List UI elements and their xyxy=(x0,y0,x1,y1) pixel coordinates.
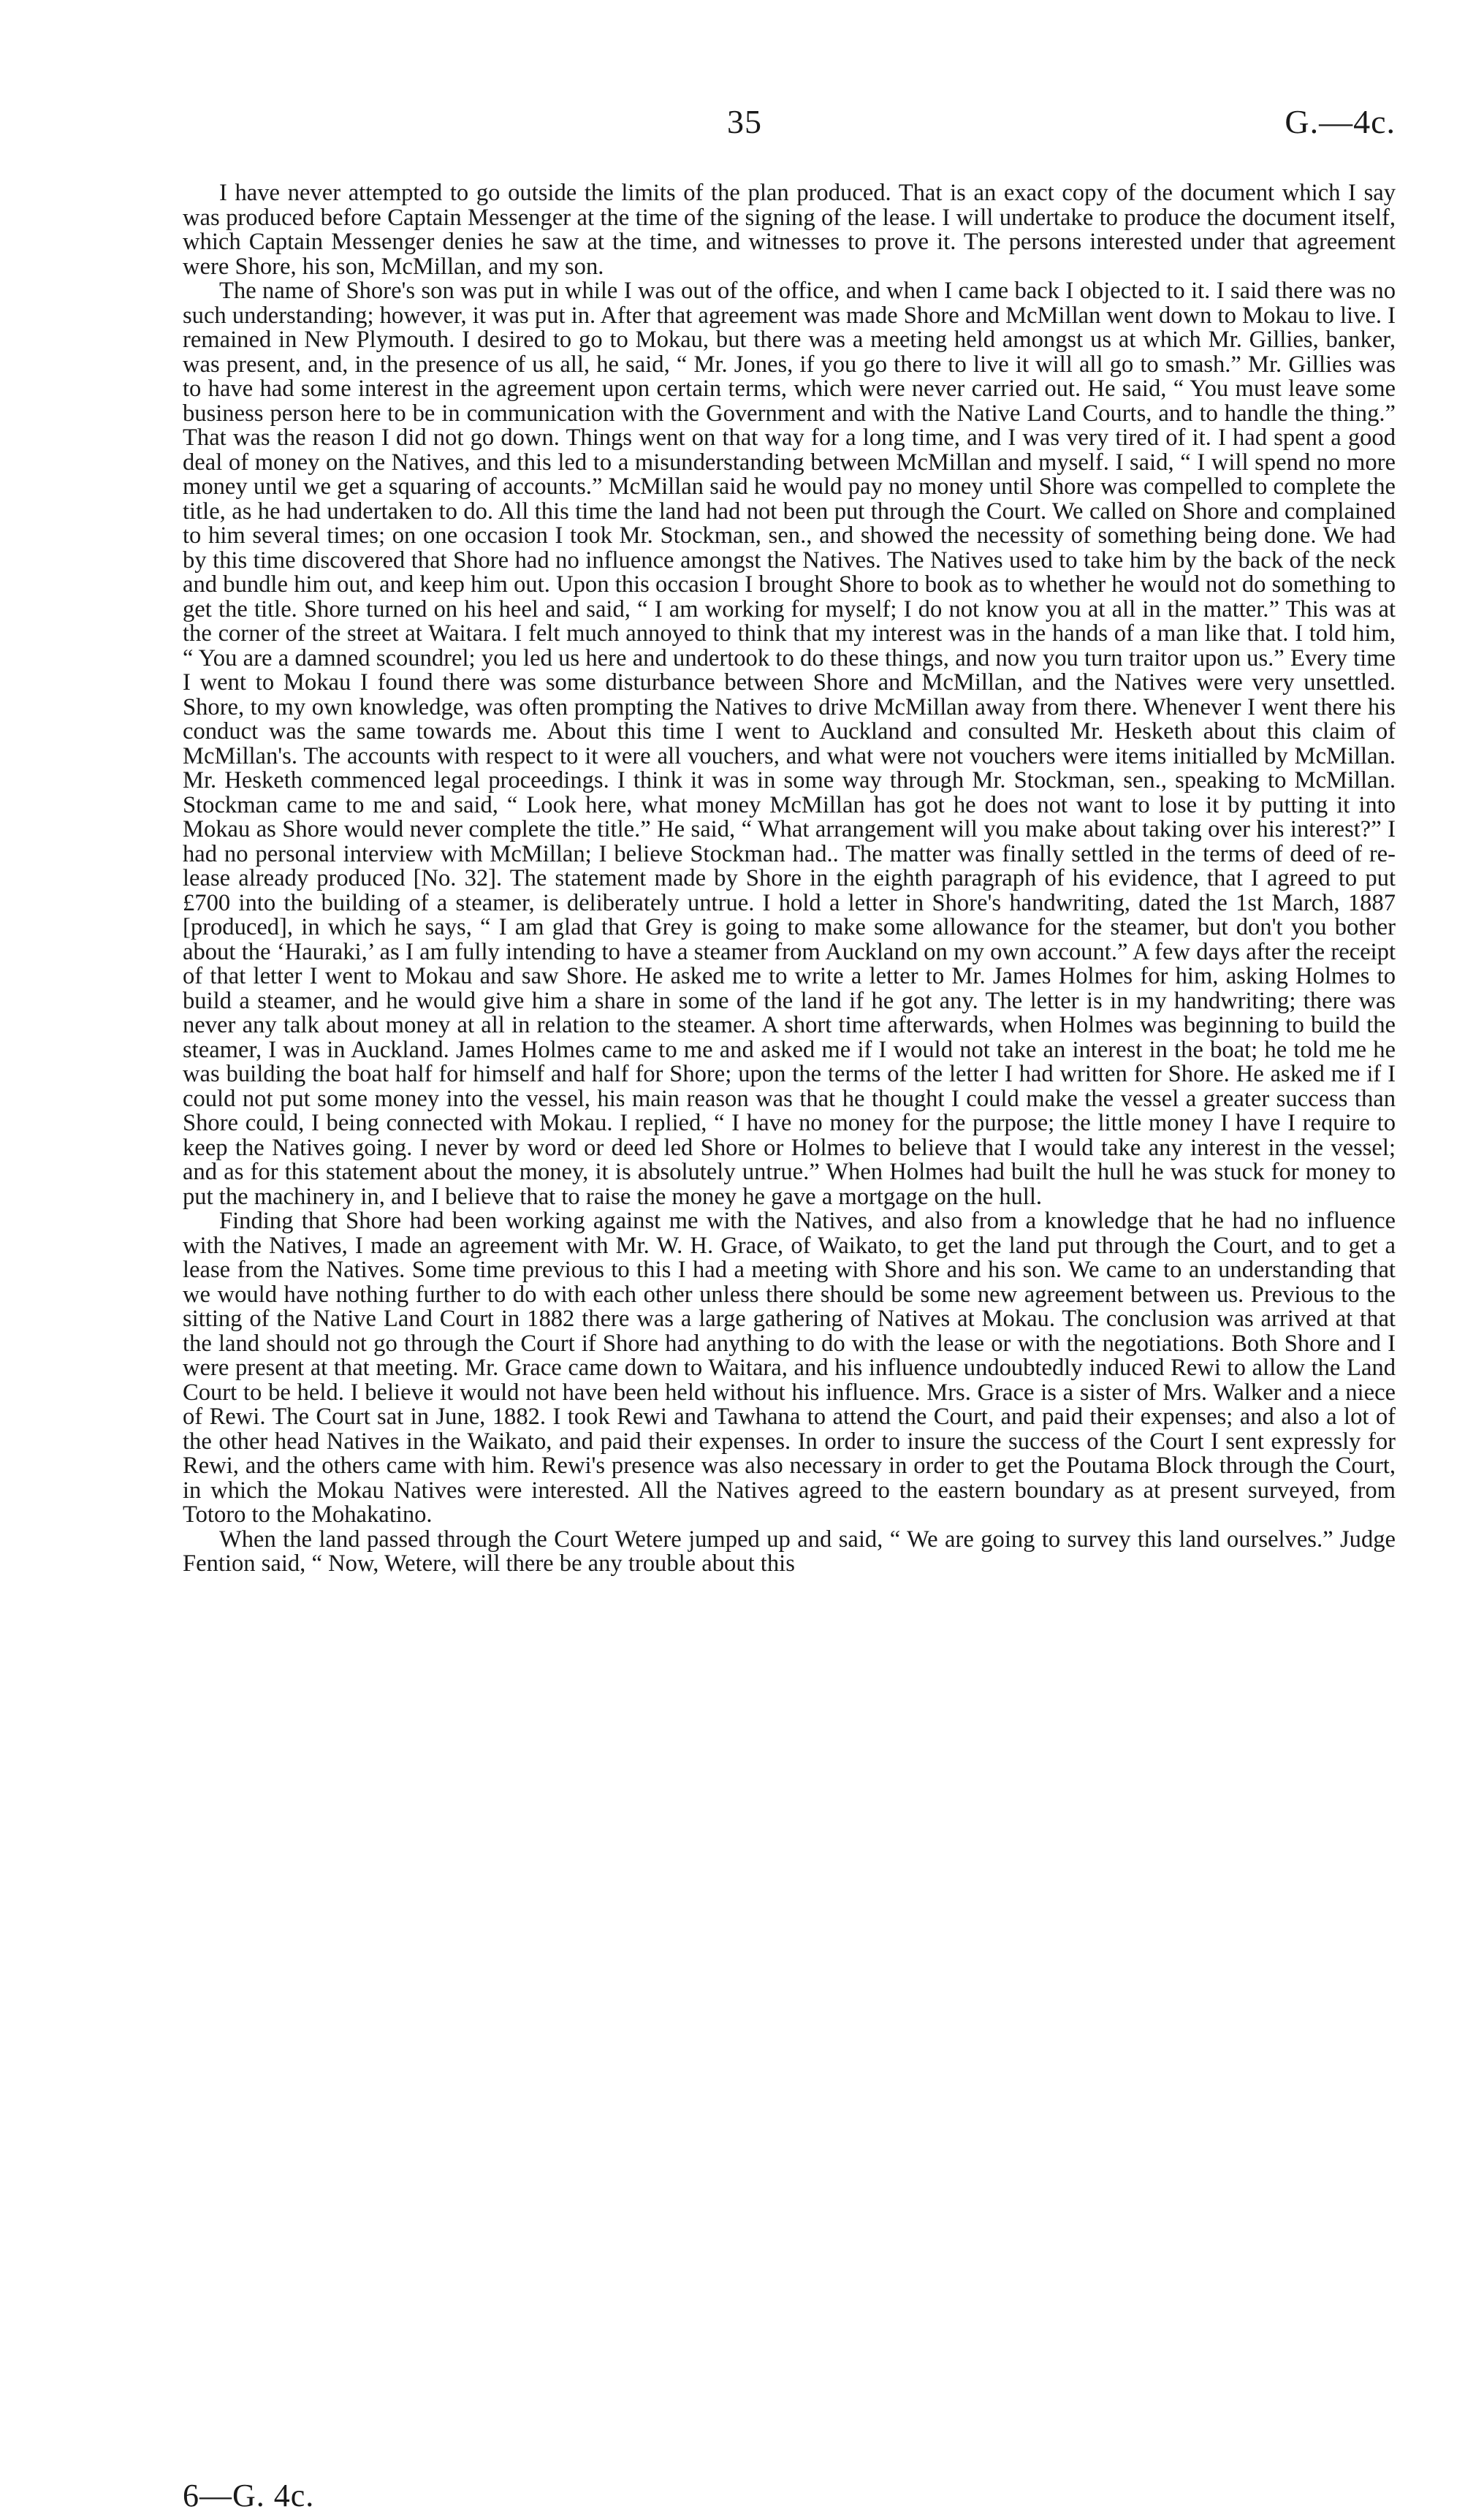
document-reference: G.—4c. xyxy=(1285,103,1396,140)
page-header xyxy=(183,102,1396,146)
body-text xyxy=(183,181,1396,1577)
signature-mark: 6—G. 4c. xyxy=(183,2478,315,2513)
paragraph: Finding that Shore had been working against me with the Natives, and also from a knowledge that he had no influence with the Natives, I made an agreement with Mr. W. H. Grace, of Waikato, to get the land put through the Court, and to get a lease from the Natives. Some time previous to this I had a meeting with Shore and his son. We came to an understanding that we would have nothing further to do with each other unless there should be some new agreement between us. Previous to the sitting of the Native Land Court in 1882 there was a large gathering of Natives at Mokau. The conclusion was arrived at that the land should not go through the Court if Shore had anything to do with the lease or with the negotiations. Both Shore and I were present at that meeting. Mr. Grace came down to Waitara, and his influence undoubtedly induced Rewi to allow the Land Court to be held. I believe it would not have been held without his influence. Mrs. Grace is a sister of Mrs. Walker and a niece of Rewi. The Court sat in June, 1882. I took Rewi and Tawhana to attend the Court, and paid their expenses; and also a lot of the other head Natives in the Waikato, and paid their expenses. In order to insure the success of the Court I sent expressly for Rewi, and the others came with him. Rewi's presence was also necessary in order to get the Poutama Block through the Court, in which the Mokau Natives were interested. All the Natives agreed to the eastern boundary as at present surveyed, from Totoro to the Mohakatino. xyxy=(183,1208,1396,1528)
paragraph: The name of Shore's son was put in while I was out of the office, and when I came back I objected to it. I said there was no such understanding; however, it was put in. After that agreement was made Shore and McMillan went down to Mokau to live. I remained in New Plymouth. I desired to go to Mokau, but there was a meeting held amongst us at which Mr. Gillies, banker, was present, and, in the presence of us all, he said, “ Mr. Jones, if you go there to live it will all go to smash.” Mr. Gillies was to have had some interest in the agreement upon certain terms, which were never carried out. He said, “ You must leave some business person here to be in communication with the Government and with the Native Land Courts, and to handle the thing.” That was the reason I did not go down. Things went on that way for a long time, and I was very tired of it. I had spent a good deal of money on the Natives, and this led to a misunderstanding between McMillan and myself. I said, “ I will spend no more money until we get a squaring of accounts.” McMillan said he would pay no money until Shore was compelled to complete the title, as he had undertaken to do. All this time the land had not been put through the Court. We called on Shore and complained to him several times; on one occasion I took Mr. Stockman, sen., and showed the necessity of something being done. We had by this time discovered that Shore had no influence amongst the Natives. The Natives used to take him by the back of the neck and bundle him out, and keep him out. Upon this occasion I brought Shore to book as to whether he would not do something to get the title. Shore turned on his heel and said, “ I am working for myself; I do not know you at all in the matter.” This was at the corner of the street at Waitara. I felt much annoyed to think that my interest was in the hands of a man like that. I told him, “ You are a damned scoundrel; you led us here and undertook to do these things, and now you turn traitor upon us.” Every time I went to Mokau I found there was some disturbance between Shore and McMillan, and the Natives were very unsettled. Shore, to my own knowledge, was often prompting the Natives to drive McMillan away from there. Whenever I went there his conduct was the same towards me. About this time I went to Auckland and consulted Mr. Hesketh about this claim of McMillan's. The accounts with respect to it were all vouchers, and what were not vouchers were items initialled by McMillan. Mr. Hesketh commenced legal proceedings. I think it was in some way through Mr. Stockman, sen., speaking to McMillan. Stockman came to me and said, “ Look here, what money McMillan has got he does not want to lose it by putting it into Mokau as Shore would never complete the title.” He said, “ What arrangement will you make about taking over his interest?” I had no personal interview with McMillan; I believe Stockman had.. The matter was finally settled in the terms of deed of re-lease already produced [No. 32]. The statement made by Shore in the eighth paragraph of his evidence, that I agreed to put £700 into the building of a steamer, is deliberately untrue. I hold a letter in Shore's handwriting, dated the 1st March, 1887 [produced], in which he says, “ I am glad that Grey is going to make some allowance for the steamer, but don't you bother about the ‘Hauraki,’ as I am fully intending to have a steamer from Auckland on my own account.” A few days after the receipt of that letter I went to Mokau and saw Shore. He asked me to write a letter to Mr. James Holmes for him, asking Holmes to build a steamer, and he would give him a share in some of the land if he got any. The letter is in my handwriting; there was never any talk about money at all in relation to the steamer. A short time afterwards, when Holmes was beginning to build the steamer, I was in Auckland. James Holmes came to me and asked me if I would not take an interest in the boat; he told me he was building the boat half for himself and half for Shore; upon the terms of the letter I had written for Shore. He asked me if I could not put some money into the vessel, his main reason was that he thought I could make the vessel a greater success than Shore could, I being connected with Mokau. I replied, “ I have no money for the purpose; the little money I have I require to keep the Natives going. I never by word or deed led Shore or Holmes to believe that I would take any interest in the vessel; and as for this statement about the money, it is absolutely untrue.” When Holmes had built the hull he was stuck for money to put the machinery in, and I believe that to raise the money he gave a mortgage on the hull. xyxy=(183,278,1396,1210)
paragraph: When the land passed through the Court Wetere jumped up and said, “ We are going to survey this land ourselves.” Judge Fention said, “ Now, Wetere, will there be any trouble about this xyxy=(183,1526,1396,1577)
paragraph: I have never attempted to go outside the limits of the plan produced. That is an exact copy of the document which I say was produced before Captain Messenger at the time of the signing of the lease. I will undertake to produce the document itself, which Captain Messenger denies he saw at the time, and witnesses to prove it. The persons interested under that agreement were Shore, his son, McMillan, and my son. xyxy=(183,180,1396,280)
page-number: 35 xyxy=(727,103,762,140)
